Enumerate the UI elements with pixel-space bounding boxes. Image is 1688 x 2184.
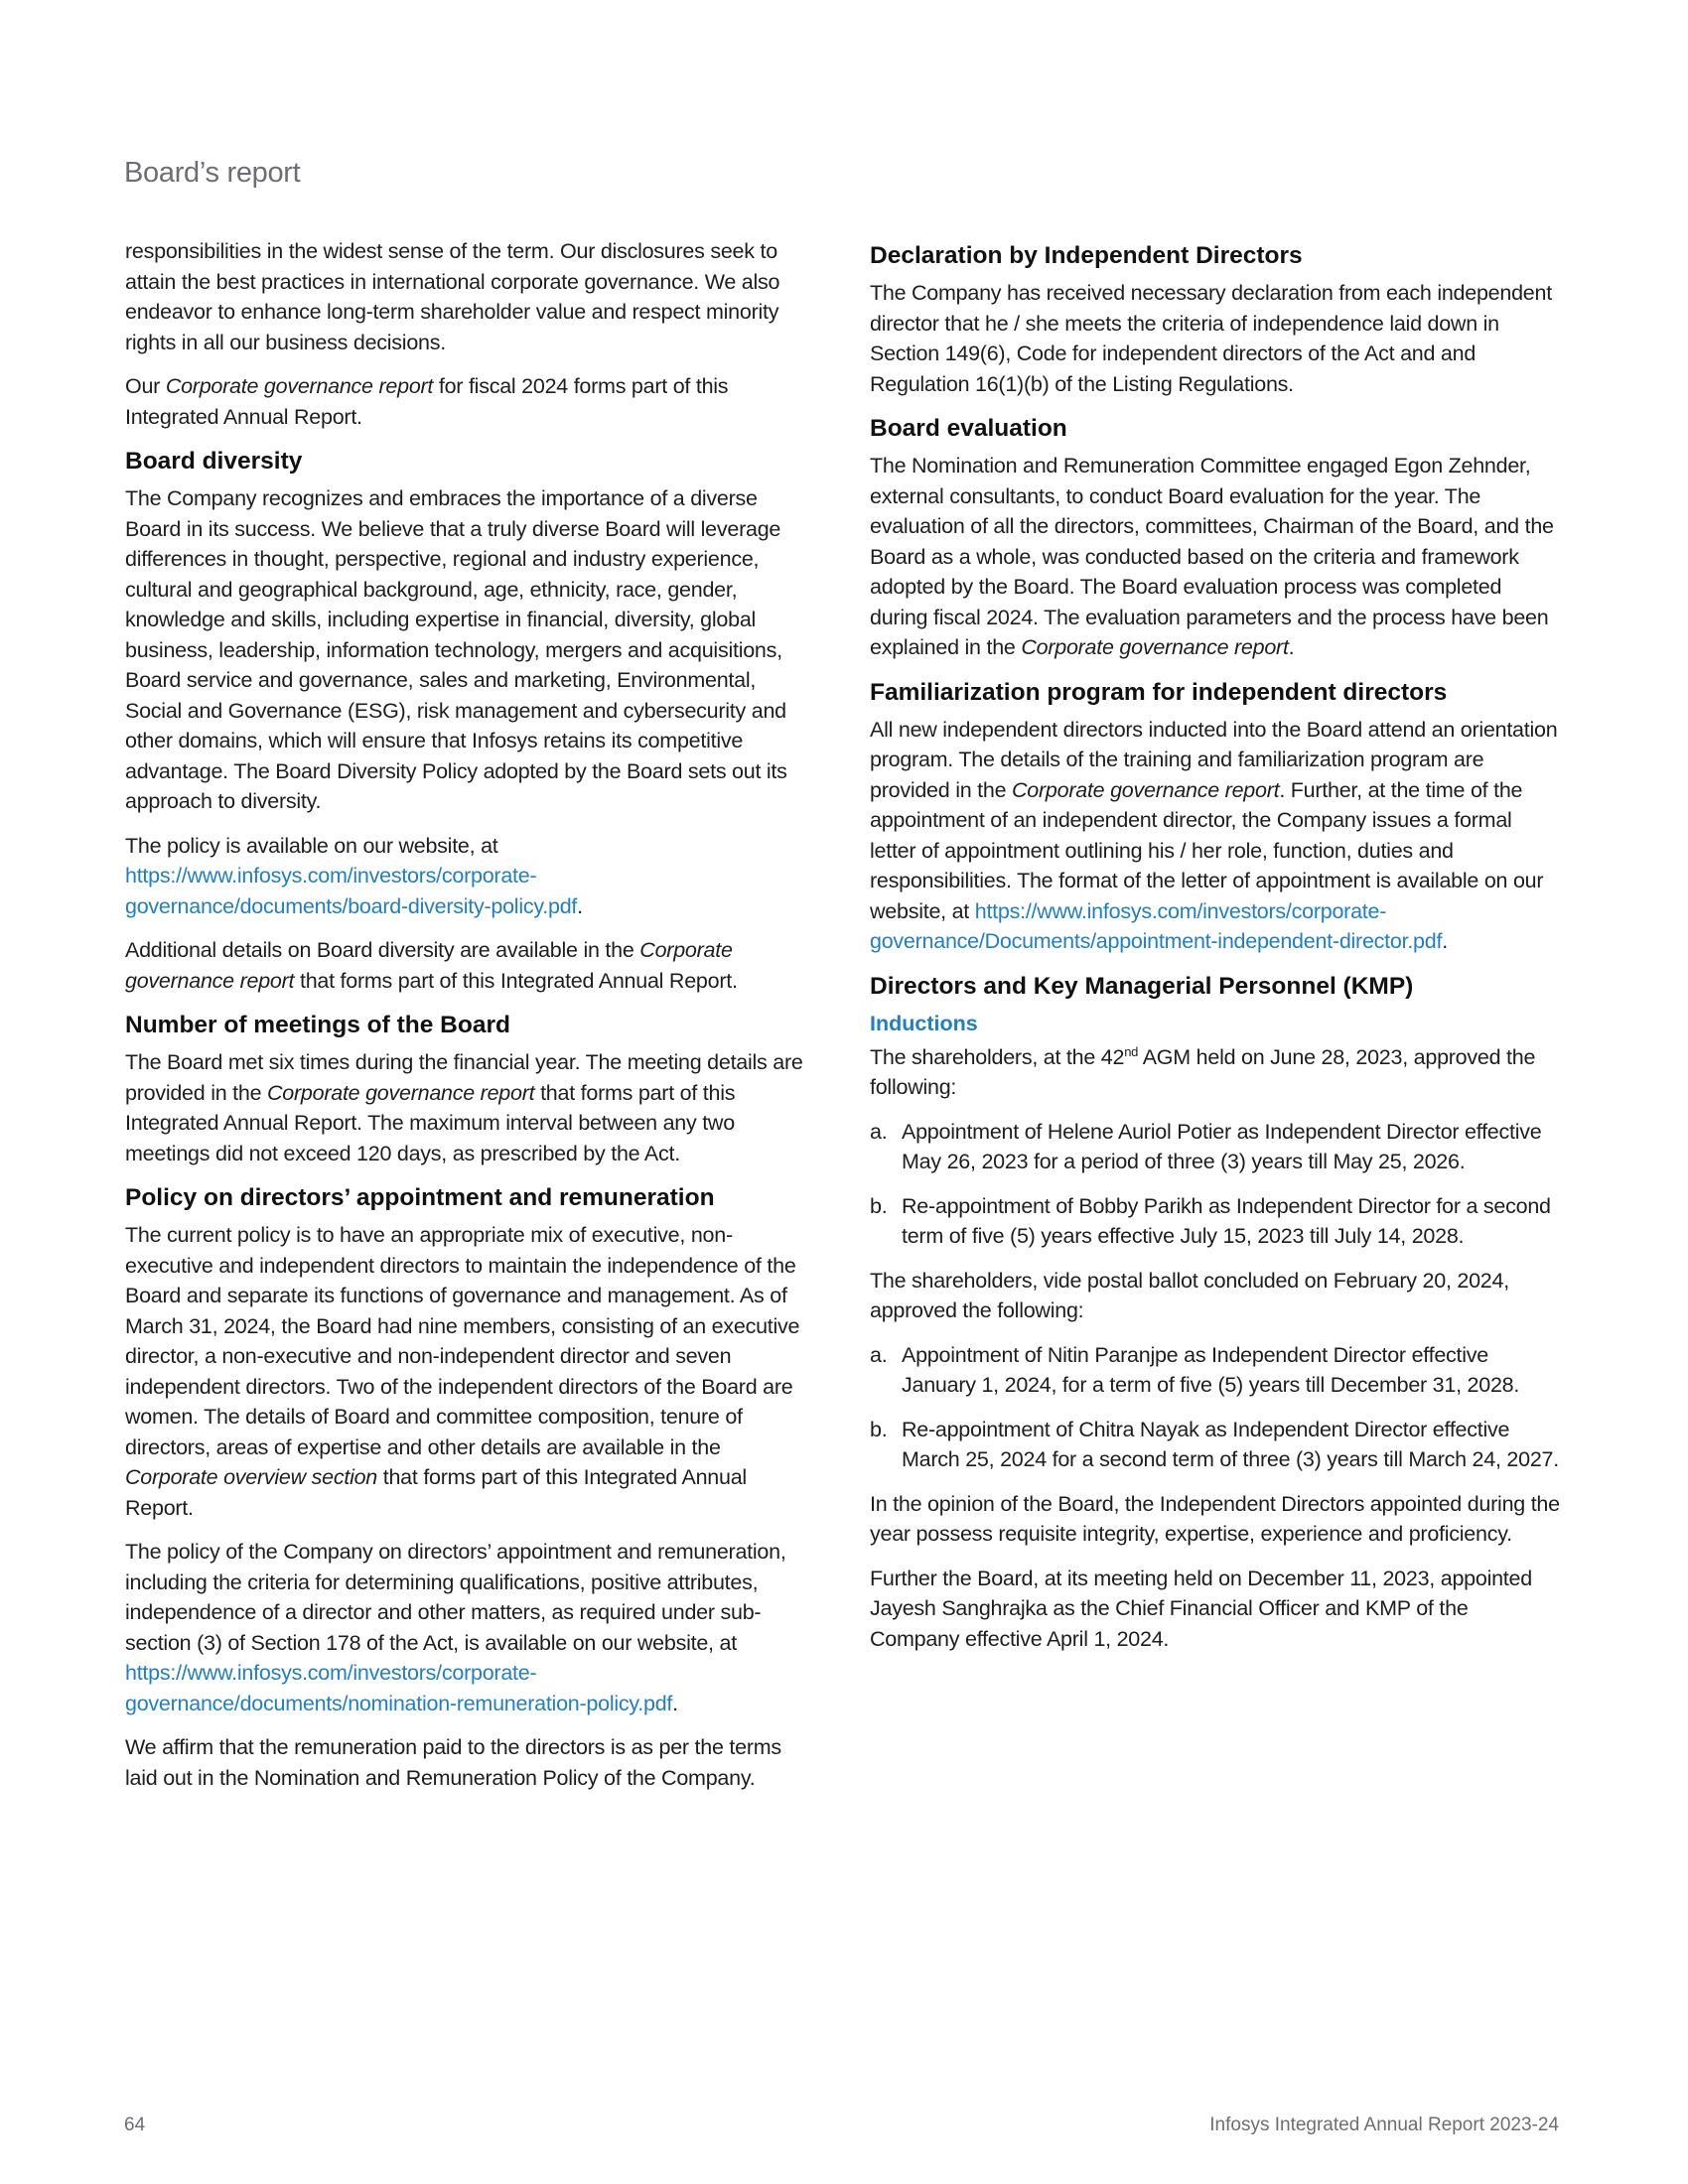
intro-paragraph: responsibilities in the widest sense of the term. Our disclosures seek to attain the best practices in international corporate governance. We also endeavor to enhance long-term shareholder value and respect minority rights in all our business decisions. xyxy=(125,239,780,354)
evaluation-paragraph: The Nomination and Remuneration Committee engaged Egon Zehnder, external consultants, to conduct Board evaluation for the year. The evaluation of all the directors, committees, Chairman of the Board, and the Board as a whole, was conducted based on the criteria and framework adopted by the Board. The Board evaluation process was completed during fiscal 2024. The evaluation parameters and the process have been explained in the Corporate governance report. xyxy=(870,454,1554,659)
kmp-heading: Directors and Key Managerial Personnel (KMP) xyxy=(870,972,1414,1000)
appointment-letter-link[interactable]: https://www.infosys.com/investors/corporate-governance/Documents/appointment-independent-director.pdf xyxy=(870,898,1443,953)
evaluation-heading: Board evaluation xyxy=(870,415,1067,442)
list-item: a. Appointment of Helene Auriol Potier as Independent Director effective May 26, 2023 for a period of three (3) years till May 25, 2026. xyxy=(870,1119,1542,1173)
agm-approvals-list xyxy=(870,1117,1560,1252)
meetings-paragraph: The Board met six times during the financial year. The meeting details are provided in the Corporate governance report that forms part of this Integrated Annual Report. The maximum interval between any two meetings did not exceed 120 days, as prescribed by the Act. xyxy=(125,1050,803,1165)
diversity-policy-paragraph: The policy is available on our website, at https://www.infosys.com/investors/corporate-governance/documents/board-diversity-policy.pdf. xyxy=(125,833,583,918)
diversity-policy-link[interactable]: https://www.infosys.com/investors/corporate-governance/documents/board-diversity-policy.pdf xyxy=(125,864,578,918)
meetings-heading: Number of meetings of the Board xyxy=(125,1012,510,1038)
cfo-appointment-paragraph: Further the Board, at its meeting held on December 11, 2023, appointed Jayesh Sanghrajka as the Chief Financial Officer and KMP of the Company effective April 1, 2024. xyxy=(870,1566,1532,1651)
policy-heading: Policy on directors’ appointment and remuneration xyxy=(125,1184,715,1211)
page-header-title: Board’s report xyxy=(124,157,301,189)
agm-paragraph: The shareholders, at the 42nd AGM held on June 28, 2023, approved the following: xyxy=(870,1043,1536,1099)
policy-paragraph-2: The policy of the Company on directors’ appointment and remuneration, including the criteria for determining qualifications, positive attributes, independence of a director and other matters, as required under sub-section (3) of Section 178 of the Act, is available on our website, at https://www.infosys.com/investors/corporate-governance/documents/nomination-remuneration-policy.pdf. xyxy=(125,1540,786,1715)
board-diversity-paragraph: The Company recognizes and embraces the importance of a diverse Board in its success. We believe that a truly diverse Board will leverage differences in thought, perspective, regional and industry experience, cultural and geographical background, age, ethnicity, race, gender, knowledge and skills, including expertise in financial, diversity, global business, leadership, information technology, mergers and acquisitions, Board service and governance, sales and marketing, Environmental, Social and Governance (ESG), risk management and cybersecurity and other domains, which will ensure that Infosys retains its competitive advantage. The Board Diversity Policy adopted by the Board sets out its approach to diversity. xyxy=(125,486,787,813)
page-number: 64 xyxy=(124,2115,146,2135)
footer-report-title: Infosys Integrated Annual Report 2023-24 xyxy=(1209,2115,1559,2135)
policy-paragraph-1: The current policy is to have an appropriate mix of executive, non-executive and independent directors to maintain the independence of the Board and separate its functions of governance and management. As of March 31, 2024, the Board had nine members, consisting of an executive director, a non-executive and non-independent director and seven independent directors. Two of the independent directors of the Board are women. The details of Board and committee composition, tenure of directors, areas of expertise and other details are available in the Corporate overview section that forms part of this Integrated Annual Report. xyxy=(125,1223,800,1520)
board-opinion-paragraph: In the opinion of the Board, the Independent Directors appointed during the year possess requisite integrity, expertise, experience and proficiency. xyxy=(870,1491,1560,1546)
familiarization-heading: Familiarization program for independent directors xyxy=(870,678,1448,706)
declaration-heading: Declaration by Independent Directors xyxy=(870,242,1303,269)
familiarization-paragraph: All new independent directors inducted into the Board attend an orientation program. The details of the training and familiarization program are provided in the Corporate governance report. Further, at the time of the appointment of an independent director, the Company issues a formal letter of appointment outlining his / her role, function, duties and responsibilities. The format of the letter of appointment is available on our website, at https://www.infosys.com/investors/corporate-governance/Documents/appointment-independent-director.pdf. xyxy=(870,717,1558,953)
postal-approvals-list xyxy=(870,1340,1560,1475)
list-item: a. Appointment of Nitin Paranjpe as Independent Director effective January 1, 2024, for a term of five (5) years till December 31, 2028. xyxy=(870,1342,1520,1397)
left-column xyxy=(125,236,810,1807)
list-item: b. Re-appointment of Bobby Parikh as Independent Director for a second term of five (5) years effective July 15, 2023 till July 14, 2028. xyxy=(870,1193,1551,1248)
declaration-paragraph: The Company has received necessary declaration from each independent director that he / she meets the criteria of independence laid down in Section 149(6), Code for independent directors of the Act and and Regulation 16(1)(b) of the Listing Regulations. xyxy=(870,281,1552,396)
policy-paragraph-3: We affirm that the remuneration paid to the directors is as per the terms laid out in the Nomination and Remuneration Policy of the Company. xyxy=(125,1735,781,1790)
list-item: b. Re-appointment of Chitra Nayak as Independent Director effective March 25, 2024 for a second term of three (3) years till March 24, 2027. xyxy=(870,1417,1559,1471)
inductions-subheading: Inductions xyxy=(870,1011,978,1035)
board-diversity-heading: Board diversity xyxy=(125,448,303,475)
diversity-additional-paragraph: Additional details on Board diversity are available in the Corporate governance report that forms part of this Integrated Annual Report. xyxy=(125,938,738,993)
right-column xyxy=(870,236,1560,1668)
intro-governance-paragraph: Our Corporate governance report for fiscal 2024 forms part of this Integrated Annual Report. xyxy=(125,374,729,429)
postal-ballot-paragraph: The shareholders, vide postal ballot concluded on February 20, 2024, approved the following: xyxy=(870,1268,1509,1322)
remuneration-policy-link[interactable]: https://www.infosys.com/investors/corporate-governance/documents/nomination-remuneration-policy.pdf xyxy=(125,1661,673,1715)
